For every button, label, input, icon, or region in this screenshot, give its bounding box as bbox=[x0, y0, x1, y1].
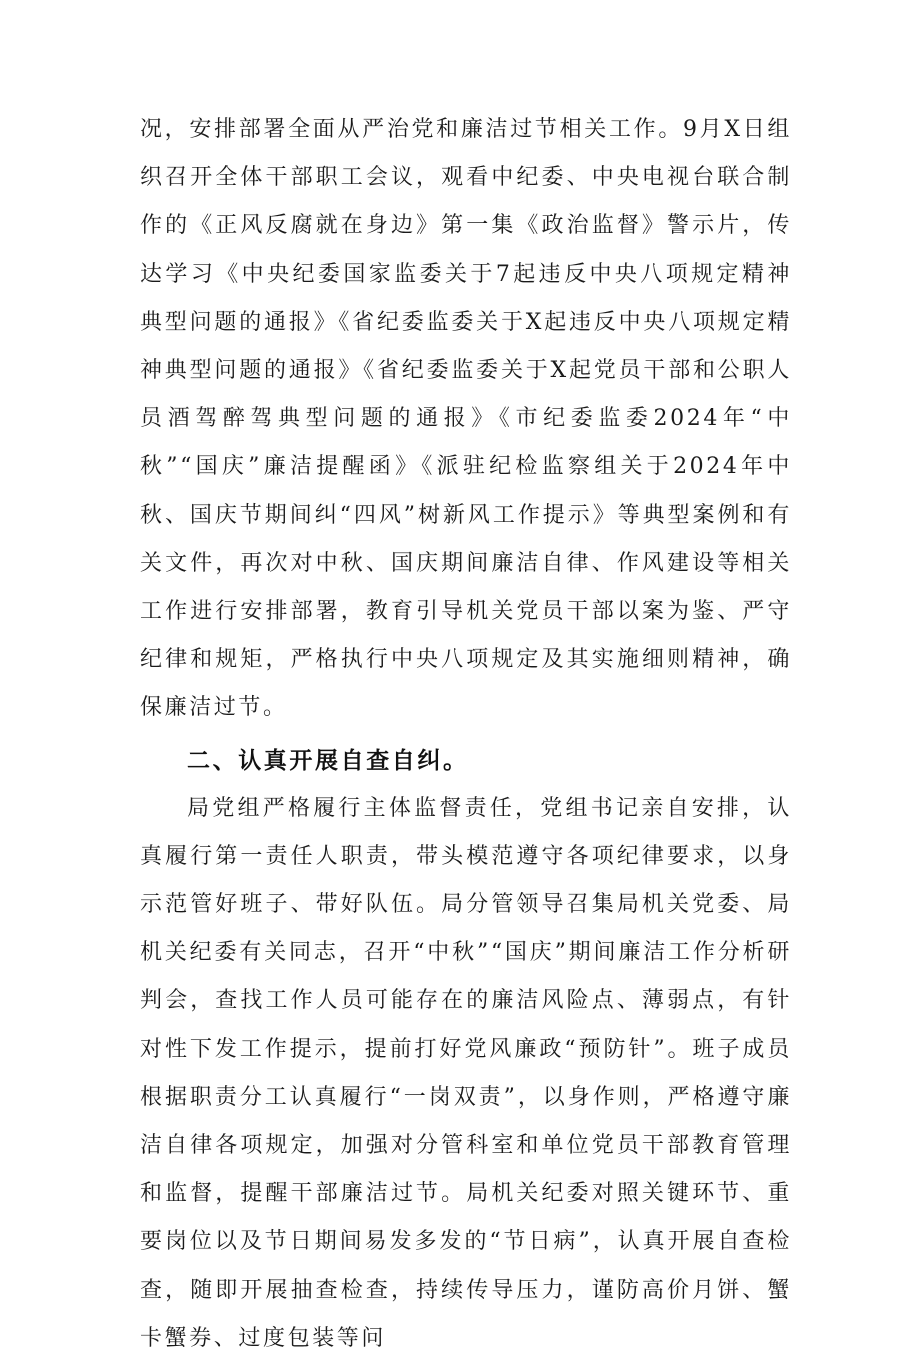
paragraph-continued: 况，安排部署全面从严治党和廉洁过节相关工作。9月X日组织召开全体干部职工会议，观看中纪委、中央电视台联合制作的《正风反腐就在身边》第一集《政治监督》警示片，传达学习《中央纪委国家监委关于7起违反中央八项规定精神典型问题的通报》《省纪委监委关于X起违反中央八项规定精神典型问题的通报》《省纪委监委关于X起党员干部和公职人员酒驾醉驾典型问题的通报》《市纪委监委2024年“中秋”“国庆”廉洁提醒函》《派驻纪检监察组关于2024年中秋、国庆节期间纠“四风”树新风工作提示》等典型案例和有关文件，再次对中秋、国庆期间廉洁自律、作风建设等相关工作进行安排部署，教育引导机关党员干部以案为鉴、严守纪律和规矩，严格执行中央八项规定及其实施细则精神，确保廉洁过节。 bbox=[140, 117, 792, 721]
section-heading: 二、认真开展自查自纠。 bbox=[187, 747, 469, 774]
paragraph-self-inspection: 局党组严格履行主体监督责任，党组书记亲自安排，认真履行第一责任人职责，带头模范遵守各项纪律要求，以身示范管好班子、带好队伍。局分管领导召集局机关党委、局机关纪委有关同志，召开“中秋”“国庆”期间廉洁工作分析研判会，查找工作人员可能存在的廉洁风险点、薄弱点，有针对性下发工作提示，提前打好党风廉政“预防针”。班子成员根据职责分工认真履行“一岗双责”，以身作则，严格遵守廉洁自律各项规定，加强对分管科室和单位党员干部教育管理和监督，提醒干部廉洁过节。局机关纪委对照关键环节、重要岗位以及节日期间易发多发的“节日病”，认真开展自查检查，随即开展抽查检查，持续传导压力，谨防高价月饼、蟹卡蟹券、过度包装等问 bbox=[140, 795, 792, 1351]
document-body bbox=[140, 106, 792, 1363]
